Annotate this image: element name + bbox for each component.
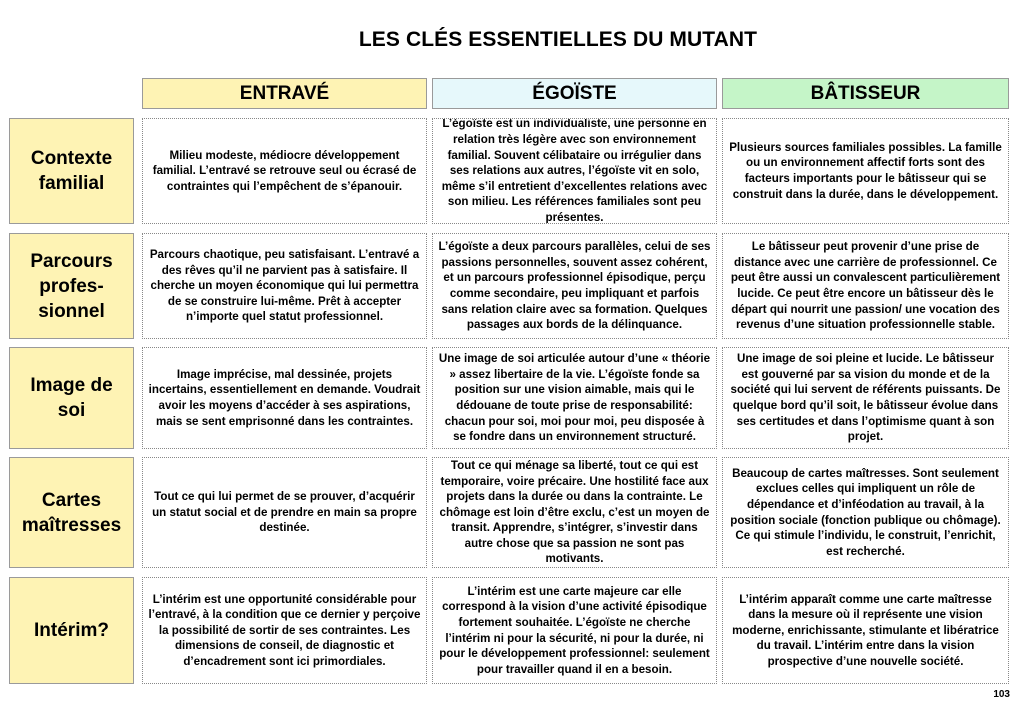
row-header-label: Intérim? — [34, 620, 109, 641]
table-cell: Parcours chaotique, peu satisfaisant. L’entravé a des rêves qu’il ne parvient pas à satisfaire. Il cherche un moyen économique qui lui permettra de se construire lui-même. Prêt à accepter n’importe quel statut professionnel. — [142, 233, 427, 339]
row-header-interim — [9, 577, 134, 684]
table-cell: Tout ce qui ménage sa liberté, tout ce qui est temporaire, voire précaire. Une hostilité face aux projets dans la durée ou dans la contrainte. Le chômage est loin d’être exclu, c’est un moyen de transit. Apprendre, s’intégrer, s’investir dans autre chose que sa passion ne sont pas motivants. — [432, 457, 717, 568]
table-cell: Tout ce qui lui permet de se prouver, d’acquérir un statut social et de prendre en main sa propre destinée. — [142, 457, 427, 568]
table-cell: Le bâtisseur peut provenir d’une prise de distance avec une carrière de professionnel. Ce peut être aussi un convalescent particulièrement lucide. Ce peut être encore un bâtisseur dès le départ qui nourrit une passion/ une vocation des revenus d’une situation professionnelle stable. — [722, 233, 1009, 339]
row-header-label: Cartes maîtresses — [21, 489, 122, 536]
column-header-egoiste: ÉGOÏSTE — [432, 78, 717, 109]
row-header-label: Image de soi — [30, 375, 113, 421]
column-header-batisseur: BÂTISSEUR — [722, 78, 1009, 109]
table-cell: L’égoïste a deux parcours parallèles, celui de ses passions personnelles, souvent assez cohérent, et un parcours professionnel épisodique, perçu comme secondaire, peu impliquant et parfois sans relation claire avec sa formation. Quelques passages aux bords de la délinquance. — [432, 233, 717, 339]
table-cell: Beaucoup de cartes maîtresses. Sont seulement exclues celles qui impliquent un rôle de dépendance et d’inféodation au travail, à la position sociale (fonction publique ou chômage). Ce qui stimule l’individu, le construit, l’enrichit, est recherché. — [722, 457, 1009, 568]
row-header-cartes-maitresses — [9, 457, 134, 568]
page-number: 103 — [993, 689, 1010, 700]
table-cell: L’intérim apparaît comme une carte maîtresse dans la mesure où il représente une vision moderne, enrichissante, stimulante et libératrice du travail. L’intérim entre dans la vision prospective d’une nouvelle société. — [722, 577, 1009, 684]
row-header-label: Contexte familial — [30, 148, 113, 194]
row-header-contexte-familial — [9, 118, 134, 224]
table-cell: L’égoïste est un individualiste, une personne en relation très légère avec son environnement familial. Souvent célibataire ou irrégulier dans ses relations aux autres, l’égoïste vit en solo, même s’il entretient d’excellentes relations avec son milieu. Les références familiales sont peu présentes. — [432, 118, 717, 224]
row-header-parcours-professionnel — [9, 233, 134, 339]
table-cell: Image imprécise, mal dessinée, projets incertains, essentiellement en demande. Voudrait avoir les moyens d’accéder à ses aspirations, mais se sent emprisonné dans les contraintes. — [142, 347, 427, 449]
table-cell: Milieu modeste, médiocre développement familial. L’entravé se retrouve seul ou écrasé de contraintes qui l’empêchent de s’épanouir. — [142, 118, 427, 224]
table-cell: Une image de soi articulée autour d’une « théorie » assez libertaire de la vie. L’égoïste fonde sa position sur une vision aimable, mais qui le dédouane de toute prise de responsabilité: chacun pour soi, moi pour moi, peu disposée à se fondre dans un environnement structuré. — [432, 347, 717, 449]
row-header-label: Parcours profes-sionnel — [30, 250, 113, 322]
table-cell: L’intérim est une opportunité considérable pour l’entravé, à la condition que ce dernier y perçoive la possibilité de sortir de ses contraintes. Les dimensions de conseil, de diagnostic et d’encadrement sont ici primordiales. — [142, 577, 427, 684]
table-cell: Plusieurs sources familiales possibles. La famille ou un environnement affectif forts sont des facteurs importants pour le bâtisseur qui se construit dans la durée, dans le développement. — [722, 118, 1009, 224]
table-cell: L’intérim est une carte majeure car elle correspond à la vision d’une activité épisodique fortement souhaitée. L’égoïste ne cherche l’intérim ni pour la sécurité, ni pour la durée, ni pour le développement professionnel: seulement pour travailler quand il en a besoin. — [432, 577, 717, 684]
page-title: LES CLÉS ESSENTIELLES DU MUTANT — [358, 28, 758, 51]
table-cell: Une image de soi pleine et lucide. Le bâtisseur est gouverné par sa vision du monde et de la société qui lui servent de référents puissants. De quelque bord qu’il soit, le bâtisseur évolue dans ses certitudes et dans l’optimisme quant à son projet. — [722, 347, 1009, 449]
column-header-entrave: ENTRAVÉ — [142, 78, 427, 109]
row-header-image-de-soi — [9, 347, 134, 449]
